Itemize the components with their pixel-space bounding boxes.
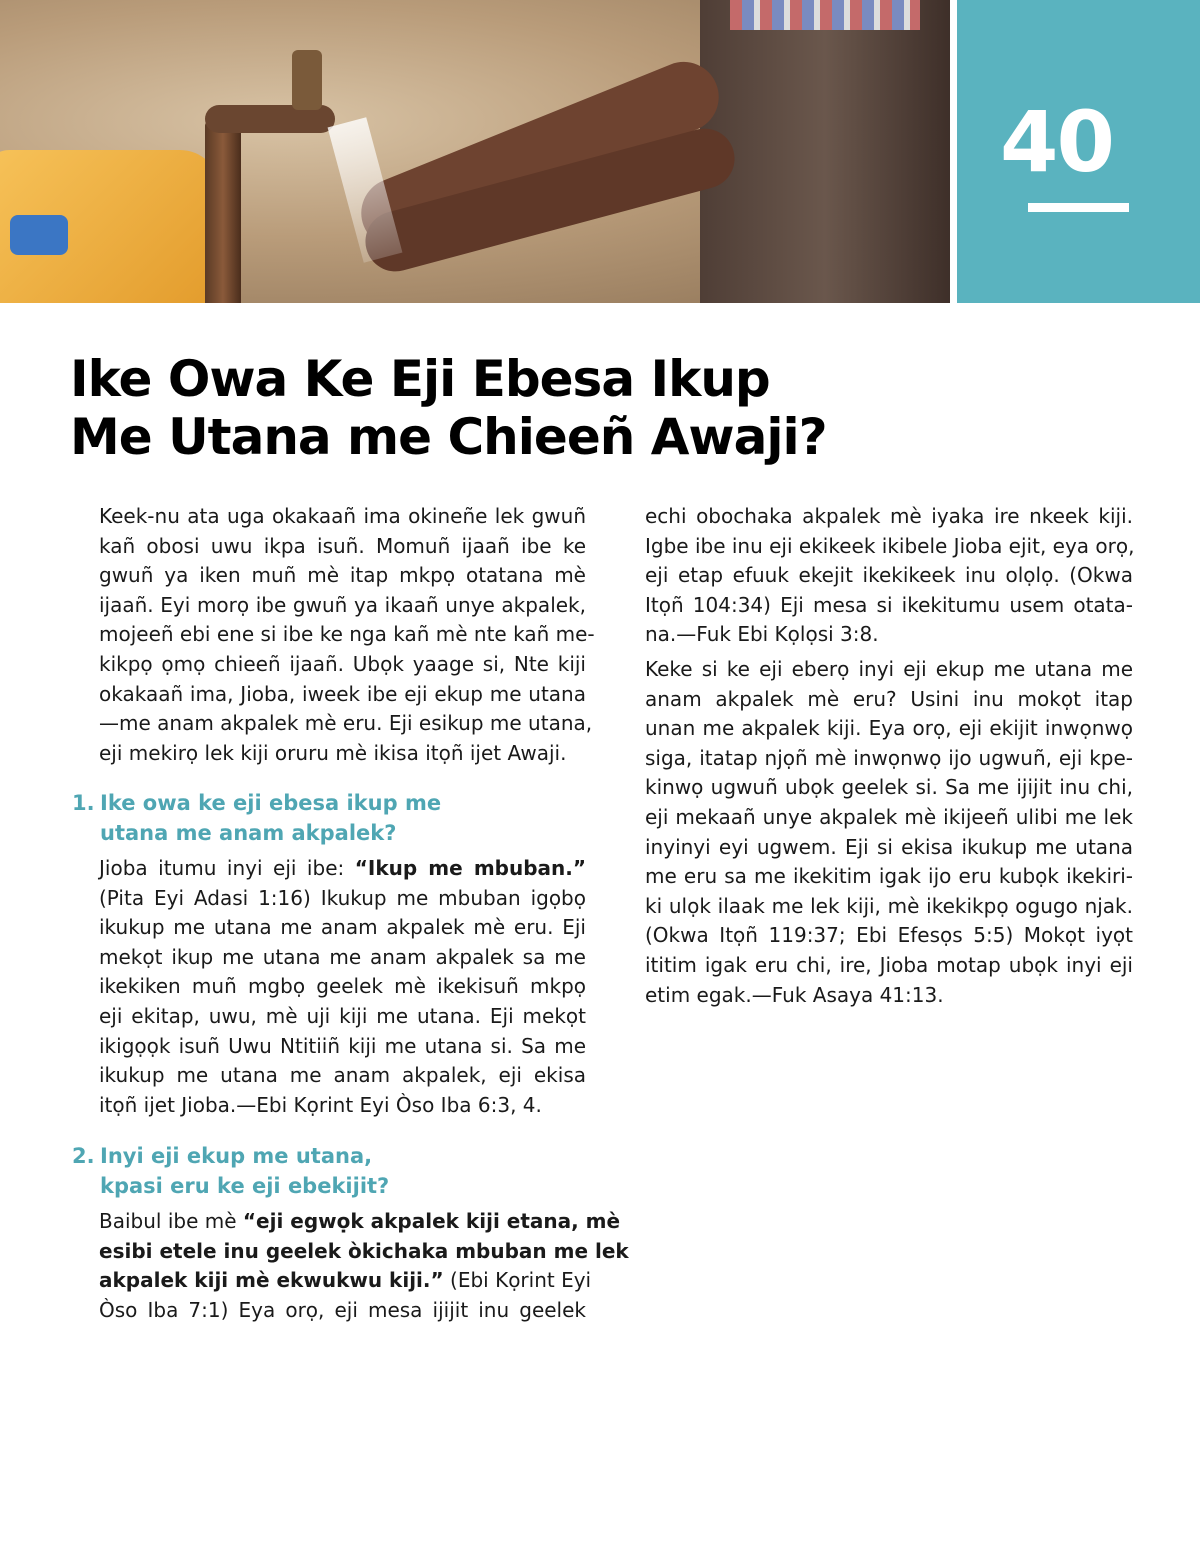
body-text: itọñ ijet Jioba.—Ebi Kọrint Eyi Òso Iba 6:3, 4.	[99, 1092, 542, 1117]
body-text: mekọt ikup me utana me anam akpalek sa me	[99, 944, 586, 969]
text-line	[99, 1296, 586, 1326]
text-line	[645, 591, 1133, 621]
text-line	[99, 502, 586, 532]
text-line	[99, 1091, 586, 1121]
text-line	[645, 833, 1133, 863]
body-text: ikukup me utana me anam akpalek mè eru. Eji	[99, 915, 586, 940]
body-text: eji etap efuuk ekejit ikekikeek inu olọlọ. (Okwa	[645, 563, 1133, 588]
bold-quote-text: akpalek kiji mè ekwukwu kiji.”	[99, 1268, 444, 1293]
body-text: eji mekirọ lek kiji oruru mè ikisa itọñ ijet Awaji.	[99, 740, 567, 765]
body-text: Jioba itumu inyi eji ibe:	[99, 856, 355, 880]
body-text: ki ulọk ilaak me lek kiji, mè ikekikpọ ogugo njak.	[645, 893, 1133, 918]
header-photo-handwashing	[0, 0, 950, 303]
photo-jerrycan-cap	[10, 215, 68, 255]
text-line	[645, 714, 1133, 744]
text-line	[99, 1002, 586, 1032]
body-text: me eru sa me ikekitim igak ijo eru kubọk ikekiri-	[645, 864, 1133, 889]
answer-2-paragraph	[99, 1207, 629, 1325]
body-text: Keek-nu ata uga okakaañ ima okineñe lek gwuñ	[99, 504, 586, 528]
body-text: kinwọ ugwuñ ubọk geelek si. Sa me ijijit inu chi,	[645, 775, 1133, 800]
text-line	[645, 981, 1133, 1011]
body-text: gwuñ ya iken muñ mè itap mkpọ otatana mè	[99, 563, 586, 588]
answer-2-paragraph-continued	[645, 502, 1133, 650]
text-line	[645, 685, 1133, 715]
bold-quote-text: “eji egwọk akpalek kiji etana, mè	[242, 1209, 621, 1233]
body-text: ijaañ. Eyi morọ ibe gwuñ ya ikaañ unye akpalek,	[99, 592, 586, 617]
text-line	[645, 803, 1133, 833]
text-line	[645, 620, 1133, 650]
body-text: (Ebi Kọrint Eyi	[443, 1268, 592, 1293]
body-text: inyinyi eyi ugwem. Eji si ekisa ikukup me utana	[645, 834, 1133, 859]
bold-quote-text: esibi etele inu geelek òkichaka mbuban me lek	[99, 1238, 629, 1263]
body-text: eji mekaañ unye akpalek mè ikijeeñ ulibi me lek	[645, 804, 1133, 829]
body-text: eji ekitap, uwu, mè uji kiji me utana. Eji mekọt	[99, 1003, 586, 1028]
text-line	[645, 744, 1133, 774]
text-line	[99, 1237, 629, 1267]
body-text: echi obochaka akpalek mè iyaka ire nkeek kiji.	[645, 504, 1133, 528]
text-line	[99, 913, 586, 943]
text-line	[645, 532, 1133, 562]
body-text: okakaañ ima, Jioba, iweek ibe eji ekup me utana	[99, 681, 586, 706]
text-line	[99, 972, 586, 1002]
text-line	[645, 502, 1133, 532]
body-text: Keke si ke eji eberọ inyi eji ekup me utana me	[645, 657, 1133, 681]
body-text: kañ obosi uwu ikpa isuñ. Momuñ ijaañ ibe ke	[99, 533, 586, 558]
body-text: Baibul ibe mè	[99, 1209, 243, 1233]
text-line	[99, 532, 586, 562]
text-line	[99, 1032, 586, 1062]
text-line	[99, 884, 586, 914]
lesson-number-badge	[957, 0, 1200, 303]
text-line	[99, 1061, 586, 1091]
body-text: na.—Fuk Ebi Kọlọsi 3:8.	[645, 622, 879, 647]
bold-quote-text: “Ikup me mbuban.”	[354, 856, 587, 880]
body-text: Itọñ 104:34) Eji mesa si ikekitumu usem otata-	[645, 592, 1133, 617]
text-line	[99, 943, 586, 973]
text-line	[645, 862, 1133, 892]
body-text: (Pita Eyi Adasi 1:16) Ikukup me mbuban igọbọ	[99, 885, 586, 910]
lesson-number-underline	[1028, 203, 1129, 212]
body-text: Òso Iba 7:1) Eya orọ, eji mesa ijijit inu geelek	[99, 1297, 586, 1322]
text-line	[645, 892, 1133, 922]
text-line	[99, 854, 586, 884]
body-text: mojeeñ ebi ene si ibe ke nga kañ mè nte kañ me-	[99, 622, 595, 647]
text-line	[99, 650, 586, 680]
question-number: 1.	[72, 791, 95, 815]
body-text: etim egak.—Fuk Asaya 41:13.	[645, 982, 944, 1007]
body-text: ikigọọk isuñ Uwu Ntitiiñ kiji me utana si. Sa me	[99, 1033, 586, 1058]
text-line	[99, 620, 595, 650]
body-text: Igbe ibe inu eji ekikeek ikibele Jioba ejit, eya orọ,	[645, 533, 1135, 558]
text-line	[99, 739, 586, 769]
photo-pipe	[205, 120, 241, 303]
answer-2-paragraph-2	[645, 655, 1133, 1010]
photo-person-legs	[700, 0, 950, 303]
text-line	[645, 921, 1133, 951]
question-text-line: Inyi eji ekup me utana,	[100, 1144, 373, 1168]
answer-1-paragraph	[99, 854, 586, 1120]
body-text: siga, itatap njọñ mè inwọnwọ ijo ugwuñ, eji kpe-	[645, 745, 1133, 770]
question-number: 2.	[72, 1144, 95, 1168]
question-text-line: Ike owa ke eji ebesa ikup me	[100, 791, 442, 815]
page-title-line: Ike Owa Ke Eji Ebesa Ikup	[70, 350, 770, 408]
text-line	[99, 591, 586, 621]
text-line	[99, 709, 593, 739]
question-text-line: utana me anam akpalek?	[100, 821, 397, 845]
intro-paragraph	[99, 502, 595, 768]
body-text: kikpọ ọmọ chieeñ ijaañ. Ubọk yaage si, Nte kiji	[99, 651, 586, 676]
body-text: —me anam akpalek mè eru. Eji esikup me utana,	[99, 711, 593, 736]
body-text: unan me akpalek kiji. Eya orọ, eji ekijit inwọnwọ	[645, 716, 1133, 741]
body-text: ititim igak eru chi, ire, Jioba motap ubọk inyi eji	[645, 952, 1133, 977]
page-title-line: Me Utana me Chieeñ Awaji?	[70, 408, 827, 466]
text-line	[99, 561, 586, 591]
lesson-number: 40	[1000, 93, 1113, 191]
text-line	[99, 1207, 621, 1237]
body-text: anam akpalek mè eru? Usini inu mokọt itap	[645, 686, 1133, 711]
text-line	[99, 1266, 592, 1296]
text-line	[645, 773, 1133, 803]
text-line	[645, 561, 1133, 591]
body-text: ikukup me utana me anam akpalek, eji ekisa	[99, 1063, 586, 1088]
body-text: (Okwa Itọñ 119:37; Ebi Efesọs 5:5) Mokọt iyọt	[645, 923, 1133, 948]
body-text: ikekiken muñ mgbọ geelek mè ikekisuñ mkpọ	[99, 974, 586, 999]
photo-shirt	[730, 0, 920, 30]
text-line	[645, 951, 1133, 981]
photo-tap	[292, 50, 322, 110]
text-line	[645, 655, 1133, 685]
text-line	[99, 680, 586, 710]
question-text-line: kpasi eru ke eji ebekijit?	[100, 1174, 390, 1198]
page-title	[70, 350, 827, 466]
